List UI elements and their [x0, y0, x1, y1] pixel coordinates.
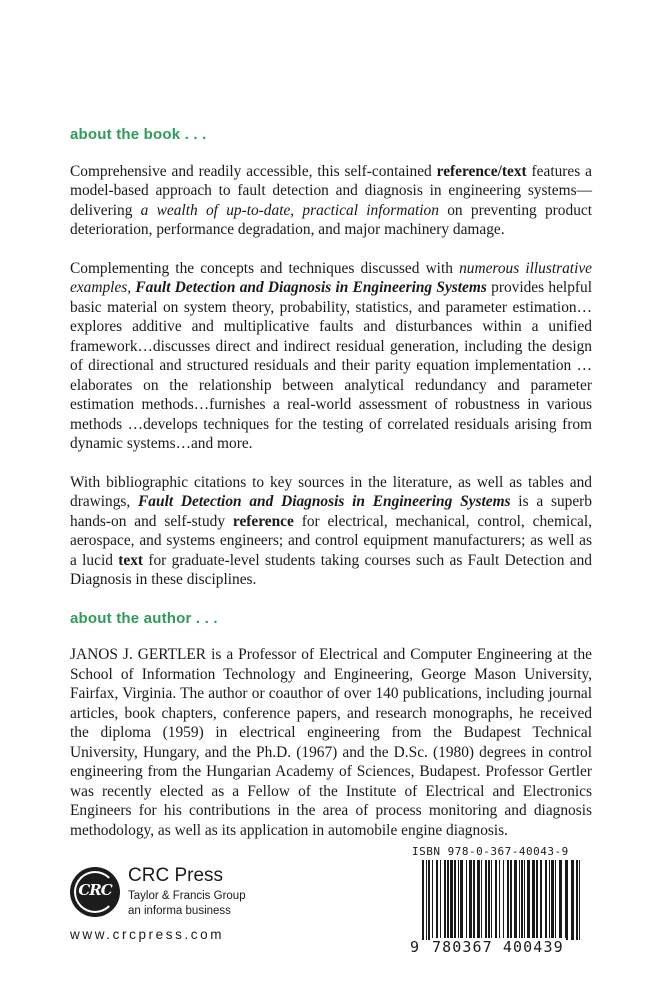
barcode-bar	[555, 860, 556, 940]
barcode-bar	[466, 860, 467, 940]
barcode-bar	[521, 860, 523, 940]
publisher-name: CRC Press	[128, 865, 224, 886]
barcode-bar	[549, 860, 550, 940]
barcode-bar	[450, 860, 453, 940]
barcode-bar	[524, 860, 525, 940]
about-author-heading: about the author . . .	[70, 609, 218, 627]
barcode-bar	[458, 860, 459, 940]
barcode-bar	[444, 860, 446, 940]
barcode-bar	[460, 860, 463, 940]
barcode-bar	[426, 860, 427, 940]
barcode-bar	[473, 860, 475, 940]
publisher-block	[70, 867, 290, 947]
barcode-bar	[477, 860, 480, 940]
about-book-paragraph-2: Complementing the concepts and techniques discussed with numerous illustrative examples, Fault Detection and Diagnosis in Engineering Systems provides helpful basic material on system theory, probability, statistics, and parameter estimation…explores additive and multiplicative faults and disturbances within a unified framework…discusses direct and indirect residual generation, including the design of directional and structured residuals and their parity equation implementation …elaborates on the relationship between analytical redundancy and parameter estimation methods…furnishes a real-world assessment of robustness in various methods …develops techniques for the testing of correlated residuals arising from dynamic systems…and more.	[70, 259, 593, 452]
barcode-number: 780367 400439	[432, 938, 564, 956]
barcode-bar	[499, 860, 500, 940]
about-author-paragraph: JANOS J. GERTLER is a Professor of Electrical and Computer Engineering at the School of Information Technology and Engineering, George Mason University, Fairfax, Virginia. The author or coauthor of over 140 publications, including journal articles, book chapters, conference papers, and research monographs, he received the diploma (1959) in electrical engineering from the Budapest Technical University, Hungary, and the Ph.D. (1967) and the D.Sc. (1980) degrees in control engineering from the Hungarian Academy of Sciences, Budapest. Professor Gertler was recently elected as a Fellow of the Institute of Electrical and Electronics Engineers for his contributions in the area of process monitoring and diagnosis methodology, as well as its application in automobile engine diagnosis.	[70, 646, 592, 839]
barcode-bar	[514, 860, 517, 940]
barcode-bars	[408, 860, 594, 940]
barcode-bar	[510, 860, 512, 940]
about-book-paragraph-1: Comprehensive and readily accessible, this self-contained reference/text features a model-based approach to fault detection and diagnosis in engineering systems—delivering a wealth of up-to-date, practical information on preventing product deterioration, performance degradation, and major machinery damage.	[70, 162, 592, 238]
isbn-label: ISBN 978-0-367-40043-9	[412, 845, 569, 858]
barcode-bar	[527, 860, 530, 940]
logo-text: CRC	[78, 881, 112, 899]
barcode-bar	[519, 860, 520, 940]
barcode-first-digit: 9	[410, 938, 420, 956]
barcode-bar	[545, 860, 547, 940]
barcode-bar	[540, 860, 542, 940]
barcode-bar	[447, 860, 449, 940]
barcode-bar	[507, 860, 509, 940]
barcode-bar	[536, 860, 538, 940]
barcode-bar	[503, 860, 504, 940]
barcode-bar	[579, 860, 580, 940]
barcode-bar	[532, 860, 535, 940]
about-book-paragraph-3: With bibliographic citations to key sources in the literature, as well as tables and drawings, Fault Detection and Diagnosis in Engineering Systems is a superb hands-on and self-study reference for electrical, mechanical, control, chemical, aerospace, and systems engineers; and control equipment manufacturers; as well as a lucid text for graduate-level students taking courses such as Fault Detection and Diagnosis in these disciplines.	[70, 473, 593, 588]
barcode-bar	[428, 860, 430, 940]
barcode-bar	[422, 860, 424, 940]
barcode-bar	[432, 860, 433, 940]
publisher-url: www.crcpress.com	[70, 927, 225, 942]
barcode-bar	[495, 860, 497, 940]
barcode-bar	[488, 860, 490, 940]
barcode-bar	[481, 860, 482, 940]
barcode-bar	[485, 860, 487, 940]
publisher-group: Taylor & Francis Group	[128, 890, 246, 902]
barcode-bar	[469, 860, 472, 940]
crc-logo-icon	[70, 867, 120, 917]
cover-text	[70, 125, 592, 859]
barcode-bar	[440, 860, 441, 940]
barcode-bar	[559, 860, 562, 940]
barcode-bar	[571, 860, 574, 940]
barcode-bar	[436, 860, 438, 940]
publisher-business: an informa business	[128, 905, 231, 917]
barcode-icon	[408, 860, 594, 978]
barcode-bar	[454, 860, 456, 940]
barcode-bar	[576, 860, 578, 940]
barcode-bar	[491, 860, 492, 940]
barcode-bar	[565, 860, 568, 940]
barcode-bar	[551, 860, 554, 940]
about-book-heading: about the book . . .	[70, 126, 207, 143]
